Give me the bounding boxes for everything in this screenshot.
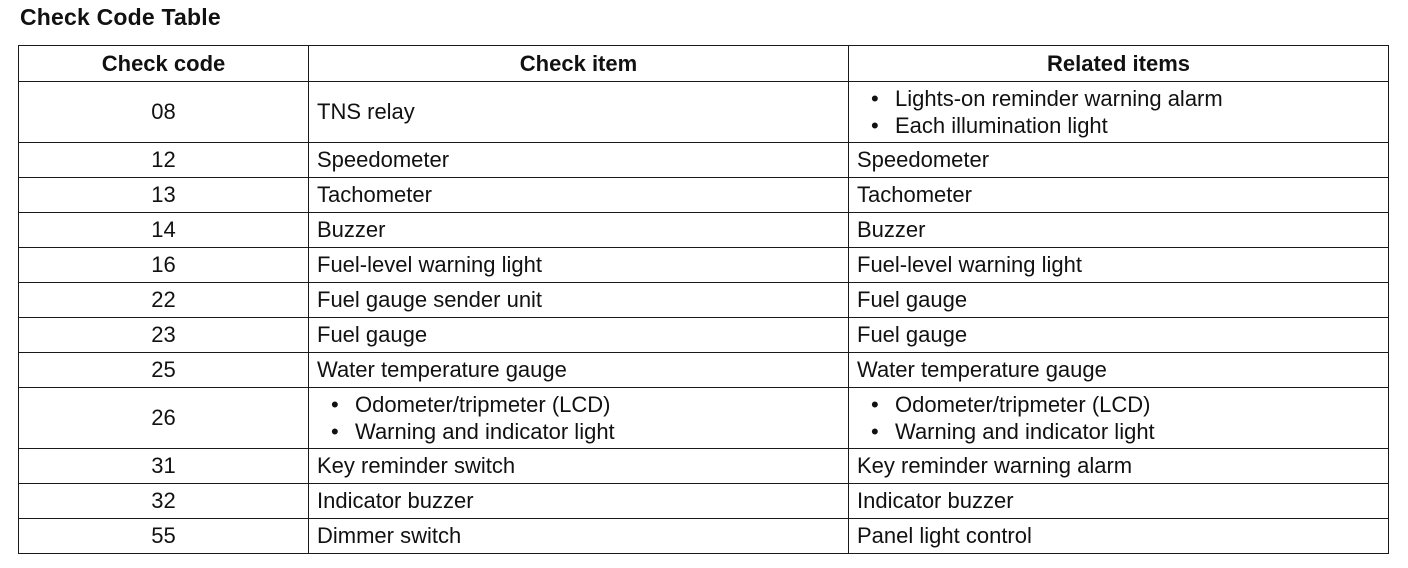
related-items-cell: Key reminder warning alarm xyxy=(849,449,1389,484)
check-code-cell: 23 xyxy=(19,318,309,353)
related-items-cell: Panel light control xyxy=(849,519,1389,554)
page-title: Check Code Table xyxy=(20,4,221,30)
check-code-cell: 25 xyxy=(19,353,309,388)
table-row xyxy=(19,213,1389,248)
related-items-cell xyxy=(849,82,1389,143)
table-row xyxy=(19,248,1389,283)
check-item-cell: Key reminder switch xyxy=(309,449,849,484)
check-code-cell: 32 xyxy=(19,484,309,519)
table-row xyxy=(19,484,1389,519)
check-item-cell: Fuel-level warning light xyxy=(309,248,849,283)
check-code-cell: 12 xyxy=(19,143,309,178)
related-items-cell: Fuel gauge xyxy=(849,318,1389,353)
check-code-cell: 13 xyxy=(19,178,309,213)
check-item-cell: Indicator buzzer xyxy=(309,484,849,519)
bullet-item: • Each illumination light xyxy=(871,112,1380,139)
check-item-cell: Water temperature gauge xyxy=(309,353,849,388)
bullet-item: • Warning and indicator light xyxy=(871,418,1380,445)
table-row xyxy=(19,318,1389,353)
table-row xyxy=(19,82,1389,143)
table-row xyxy=(19,283,1389,318)
column-header-related-items: Related items xyxy=(849,46,1389,82)
related-items-cell: Indicator buzzer xyxy=(849,484,1389,519)
bullet-list xyxy=(857,85,1380,139)
related-items-cell xyxy=(849,388,1389,449)
check-code-cell: 31 xyxy=(19,449,309,484)
related-items-cell: Buzzer xyxy=(849,213,1389,248)
table-header-row xyxy=(19,46,1389,82)
table-row xyxy=(19,178,1389,213)
check-item-cell: Speedometer xyxy=(309,143,849,178)
related-items-cell: Fuel gauge xyxy=(849,283,1389,318)
related-items-cell: Water temperature gauge xyxy=(849,353,1389,388)
bullet-list xyxy=(857,391,1380,445)
table-row xyxy=(19,143,1389,178)
bullet-item: • Lights-on reminder warning alarm xyxy=(871,85,1380,112)
check-item-cell: Tachometer xyxy=(309,178,849,213)
check-item-cell: Fuel gauge xyxy=(309,318,849,353)
check-item-cell: Buzzer xyxy=(309,213,849,248)
bullet-item: • Odometer/tripmeter (LCD) xyxy=(871,391,1380,418)
check-item-cell xyxy=(309,388,849,449)
bullet-list xyxy=(317,391,840,445)
table-row xyxy=(19,353,1389,388)
related-items-cell: Speedometer xyxy=(849,143,1389,178)
check-code-cell: 26 xyxy=(19,388,309,449)
bullet-item: • Warning and indicator light xyxy=(331,418,840,445)
related-items-cell: Fuel-level warning light xyxy=(849,248,1389,283)
check-code-cell: 14 xyxy=(19,213,309,248)
check-item-cell: TNS relay xyxy=(309,82,849,143)
check-code-cell: 22 xyxy=(19,283,309,318)
column-header-check-code: Check code xyxy=(19,46,309,82)
check-code-table xyxy=(18,45,1389,554)
table-row xyxy=(19,388,1389,449)
column-header-check-item: Check item xyxy=(309,46,849,82)
related-items-cell: Tachometer xyxy=(849,178,1389,213)
table-row xyxy=(19,519,1389,554)
check-code-cell: 08 xyxy=(19,82,309,143)
check-code-cell: 16 xyxy=(19,248,309,283)
table-row xyxy=(19,449,1389,484)
table-body xyxy=(19,82,1389,554)
bullet-item: • Odometer/tripmeter (LCD) xyxy=(331,391,840,418)
check-item-cell: Fuel gauge sender unit xyxy=(309,283,849,318)
check-item-cell: Dimmer switch xyxy=(309,519,849,554)
check-code-cell: 55 xyxy=(19,519,309,554)
